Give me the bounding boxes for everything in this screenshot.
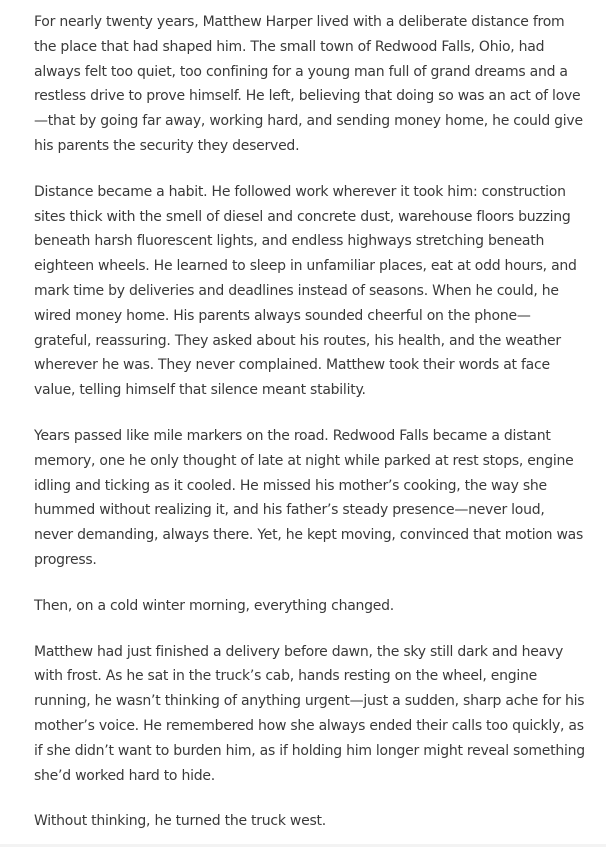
- story-paragraph: Without thinking, he turned the truck west.: [34, 813, 326, 830]
- story-paragraph: Matthew had just finished a delivery before dawn, the sky still dark and heavy with frost. As he sat in the truck’s cab, hands resting on the wheel, engine running, he wasn’t thinking of anything urgent—just a sudden, sharp ache for his mother’s voice. He remembered how she always ended their calls too quickly, as if she didn’t want to burden him, as if holding him longer might reveal something she’d worked hard to hide.: [34, 643, 585, 784]
- story-paragraph: For nearly twenty years, Matthew Harper lived with a deliberate distance from the place that had shaped him. The small town of Redwood Falls, Ohio, had always felt too quiet, too confining for a young man full of grand dreams and a restless drive to prove himself. He left, believing that doing so was an act of love—that by going far away, working hard, and sending money home, he could give his parents the security they deserved.: [34, 14, 583, 154]
- story-article: [34, 10, 586, 855]
- story-paragraph: Years passed like mile markers on the road. Redwood Falls became a distant memory, one he only thought of late at night while parked at rest stops, engine idling and ticking as it cooled. He missed his mother’s cooking, the way she hummed without realizing it, and his father’s steady presence—never loud, never demanding, always there. Yet, he kept moving, convinced that motion was progress.: [34, 427, 584, 568]
- story-paragraph: Then, on a cold winter morning, everything changed.: [34, 597, 394, 614]
- story-paragraph: Distance became a habit. He followed work wherever it took him: construction sites thick with the smell of diesel and concrete dust, warehouse floors buzzing beneath harsh fluorescent lights, and endless highways stretching beneath eighteen wheels. He learned to sleep in unfamiliar places, eat at odd hours, and mark time by deliveries and deadlines instead of seasons. When he could, he wired money home. His parents always sounded cheerful on the phone—grateful, reassuring. They asked about his routes, his health, and the weather wherever he was. They never complained. Matthew took their words at face value, telling himself that silence meant stability.: [34, 183, 577, 399]
